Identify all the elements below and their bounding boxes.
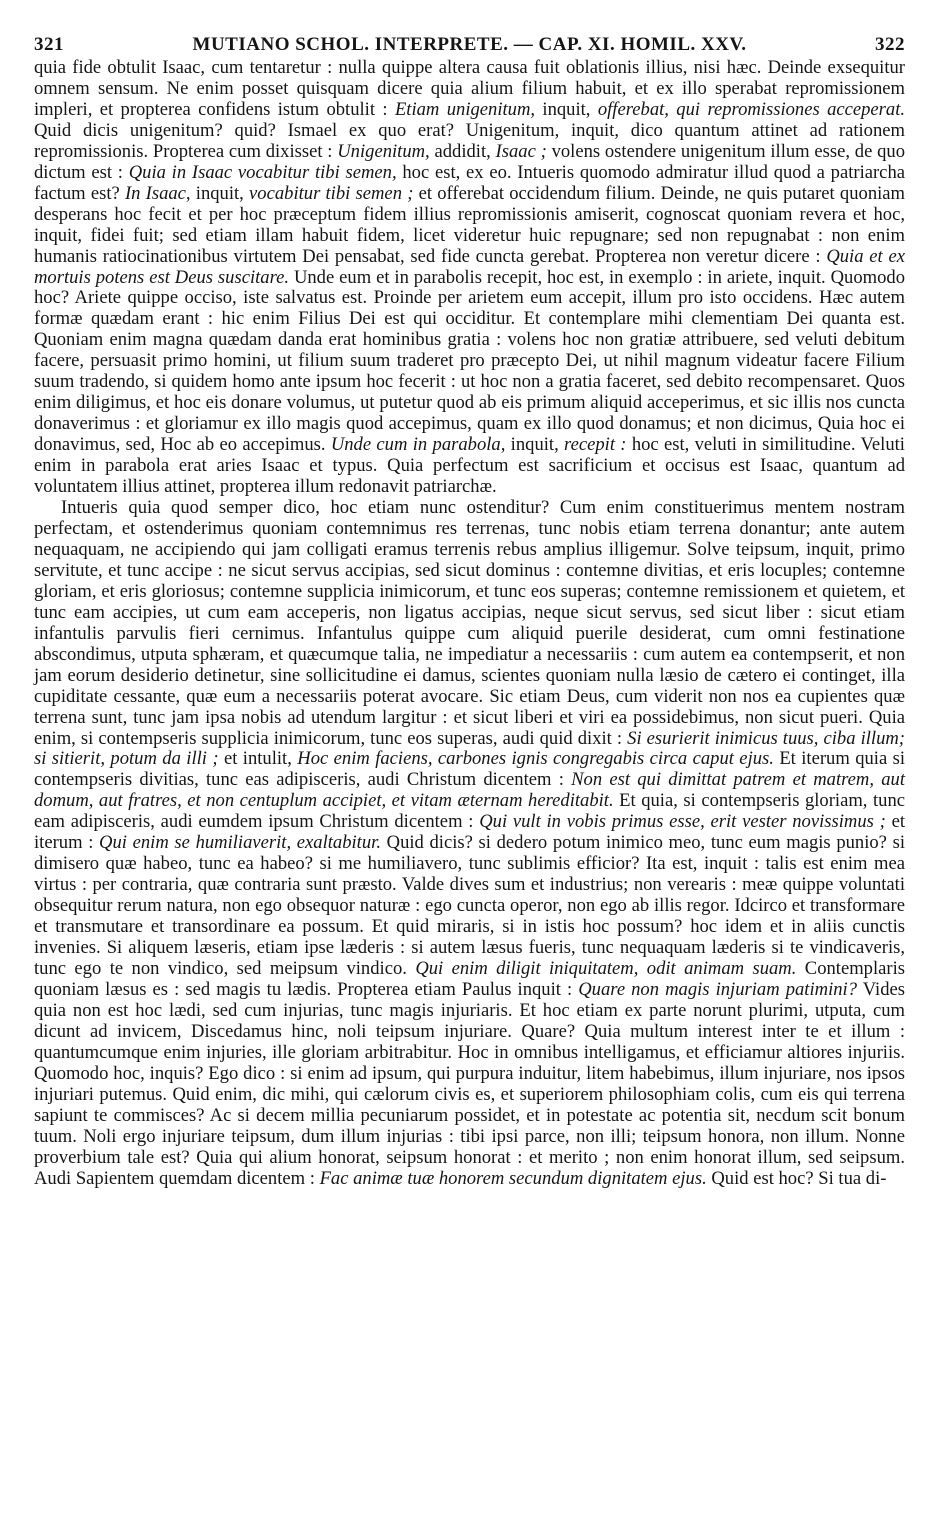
running-header [34, 34, 905, 56]
text-run: Quid dicis unigenitum? quid? Ismael ex quo erat? Unigenitum, inquit, dico quantum attinet ad rationem repromissionis. Propterea cum dixisset : [34, 119, 905, 162]
italic-text-run: Quia in Isaac vocabitur tibi semen, [128, 161, 397, 183]
page-number-left: 321 [34, 34, 64, 55]
text-run: Quid est hoc? Si tua di- [706, 1167, 887, 1189]
italic-text-run: Quare non magis injuriam patimini? [578, 978, 857, 1000]
paragraph-1 [34, 58, 905, 498]
text-run: inquit, [190, 182, 250, 204]
italic-text-run: vocabitur tibi semen ; [249, 182, 414, 204]
text-run: Quid dicis? si dedero potum inimico meo, tunc eum magis punio? si dimisero quæ habeo, tunc ea habeo? si me humiliavero, tunc sublimis efficior? Ita est, inquit : talis est enim mea virtus : per contraria, quæ contraria sunt præsto. Valde dives sum et industrius; non verearis : meæ quippe voluntati obsequitur rerum natura, non ego obsequor naturæ : ego cuncta operor, non ego ab illis regor. Idcirco et transformare et transmutare et transordinare ea possum. Et quid miraris, si in istis hoc possum? hoc idem et in aliis cunctis invenies. Si aliquem læseris, etiam ipse læderis : si autem læsus fueris, tunc nequaquam læderis si te vindicaveris, tunc ego te non vindico, sed meipsum vindico. [34, 832, 905, 979]
page-number-right: 322 [875, 34, 905, 55]
text-run: volens ostendere unigenitum illum esse, de quo dictum est : [34, 140, 906, 183]
italic-text-run: offerebat, qui repromissiones acceperat. [597, 98, 906, 120]
text-run: Et iterum quia si contempseris divitias, tunc eas adipisceris, audi Christum dicentem : [34, 748, 906, 791]
text-run: Intueris quia quod semper dico, hoc etiam nunc ostenditur? Cum enim constituerimus mentem nostram perfectam, et ostenderimus quoniam contemnimus res terrenas, tunc nobis etiam terrena donantur; ante autem nequaquam, ne accipiendo qui jam colligati eramus terrenis rebus amplius illigemur. Solve teipsum, inquit, primo servitute, et tunc accipe : ne sicut servus accipias, sed sicut dominus : contemne divitias, et eris locuples; contemne gloriam, et eris gloriosus; contemne supplicia inimicorum, et tunc eos superas; contemne remissionem et quietem, et tunc eam accipies, ut cum eam acceperis, non ligatus accipias, neque sicut servus, sed sicut liber : sicut etiam infantulis parvulis fieri cernimus. Infantulus quippe cum aliquid puerile desiderat, cum omni festinatione abscondimus, utputa sphæram, et quæcumque talia, ne impediatur a necessariis : cum autem ea contempserit, et non jam eorum desiderio detinetur, sine sollicitudine ei damus, scientes quoniam nulla læsio de cætero ei continget, illa cupiditate cessante, quæ eum a necessariis poterat avocare. Sic etiam Deus, cum viderit non nos ea cupientes quæ terrena sunt, tunc jam ipsa nobis ad utendum largitur : et sicut liberi et viri ea possidebimus, non sicut pueri. Quia enim, si contempseris supplicia inimicorum, tunc eos superas, audi quid dixit : [34, 497, 905, 749]
italic-text-run: Unigenitum, [337, 140, 430, 162]
italic-text-run: Etiam unigenitum, [394, 98, 536, 120]
running-title: MUTIANO SCHOL. INTERPRETE. — CAP. XI. HOMIL. XXV. [192, 34, 747, 55]
italic-text-run: Hoc enim faciens, carbones ignis congregabis circa caput ejus. [297, 748, 774, 770]
italic-text-run: Isaac ; [495, 140, 547, 162]
paragraph-2 [34, 498, 905, 1189]
italic-text-run: Qui enim se humiliaverit, exaltabitur. [99, 832, 381, 854]
text-run: et intulit, [218, 748, 298, 770]
italic-text-run: Fac animæ tuæ honorem secundum dignitatem ejus. [319, 1167, 707, 1189]
text-run: inquit, [505, 434, 565, 456]
text-run: inquit, [535, 98, 598, 120]
italic-text-run: Si esurierit inimicus tuus, ciba illum; si sitierit, potum da illi ; [34, 727, 905, 770]
text-run: Unde eum et in parabolis recepit, hoc est, in exemplo : in ariete, inquit. Quomodo hoc? Ariete quippe occiso, iste salvatus est. Proinde per arietem eum accepit, illum pro isto occidens. Hæc autem formæ quædam erant : hic enim Filius Dei est qui occiditur. Et contemplare mihi clementiam Dei quanta est. Quoniam enim magna quædam danda erat hominibus gratia : volens hoc non gratiæ attribuere, sed veluti debitum facere, persuasit primo homini, ut filium suum traderet pro præcepto Dei, ut nihil magnum videatur facere Filium suum tradendo, si quidem homo ante ipsum hoc fecerit : ut hoc non a gratia faceret, sed debito recompensaret. Quos enim diligimus, et hoc eis donare volumus, ut putetur quod ab eis primum aliquid acceperimus, et sic illis nos cuncta donaverimus : et gloriamur ex illo magis quod accepimus, quam ex illo quod donamus; et non dicimus, Quia hoc ei donavimus, sed, Hoc ab eo accepimus. [34, 266, 906, 456]
italic-text-run: In Isaac, [124, 182, 191, 204]
text-run: Contemplaris quoniam læsus es : sed magis tu lædis. Propterea etiam Paulus inquit : [34, 957, 905, 1000]
italic-text-run: Unde cum in parabola, [330, 434, 506, 456]
text-run: Vides quia non est hoc lædi, sed cum injurias, tunc magis injuriaris. Et hoc etiam ex parte norunt plurimi, utputa, cum dicunt ad invicem, Discedamus hinc, noli teipsum injuriare. Quare? Quia multum interest inter te et illum : quantumcumque enim injuries, ille gloriam arbitrabitur. Hoc in omnibus intelligamus, et efficiamur altiores injuriis. Quomodo hoc, inquis? Ego dico : si enim ad ipsum, qui purpura induitur, litem habebimus, illum injuriare, nos ipsos injuriari putemus. Quid enim, dic mihi, qui cælorum civis es, et superiorem philosophiam colis, cum eis qui terrena sapiunt te commisces? Ac si decem millia pecuniarum possidet, et in potestate ac potentia sit, necdum scit bonum tuum. Noli ergo injuriare teipsum, dum illum injurias : tibi ipsi parce, non illi; teipsum honora, non illum. Nonne proverbium tale est? Quia qui alium honorat, seipsum honorat : et merito ; non enim honorat illum, sed seipsum. Audi Sapientem quemdam dicentem : [34, 978, 905, 1189]
text-run: quia fide obtulit Isaac, cum tentaretur : nulla quippe altera causa fuit oblationis illius, nisi hæc. Deinde exsequitur omnem sensum. Ne enim posset quisquam dicere quia alium filium habuit, et ex illo sperabat repromissionem impleri, et propterea confidens istum obtulit : [34, 57, 905, 120]
italic-text-run: Quia et ex mortuis potens est Deus suscitare. [34, 245, 905, 288]
text-run: et iterum : [34, 811, 905, 854]
text-run: addidit, [429, 140, 496, 162]
italic-text-run: Qui vult in vobis primus esse, erit vester novissimus ; [479, 811, 886, 833]
italic-text-run: Qui enim diligit iniquitatem, odit animam suam. [415, 957, 797, 979]
italic-text-run: recepit : [564, 434, 627, 456]
text-run: et offerebat occidendum filium. Deinde, ne quis putaret quoniam desperans hoc fecit et per hoc præceptum fidem illius repromissionis amiserit, cognoscat quoniam revera et hoc, inquit, fidei fuit; sed etiam illam habuit fidem, licet videretur huic repugnare; sed non repugnabat : non enim humanis ratiocinationibus virtutem Dei pensabat, sed fide cuncta gerebat. Propterea non veretur dicere : [34, 182, 905, 267]
body-text [34, 58, 905, 1189]
text-run: Et quia, si contempseris gloriam, tunc eam adipisceris, audi eumdem ipsum Christum dicentem : [34, 790, 905, 833]
text-run: hoc est, veluti in similitudine. Veluti enim in parabola erat aries Isaac et typus. Quia perfectum est sacrificium et occisus est Isaac, quantum ad voluntatem illius attinet, propterea illum redonavit patriarchæ. [34, 434, 905, 498]
page [34, 34, 905, 1534]
text-run: hoc est, ex eo. Intueris quomodo admiratur illud quod a patriarcha factum est? [34, 161, 905, 204]
italic-text-run: Non est qui dimittat patrem et matrem, aut domum, aut fratres, et non centuplum accipiet, et vitam æternam hereditabit. [34, 769, 905, 812]
